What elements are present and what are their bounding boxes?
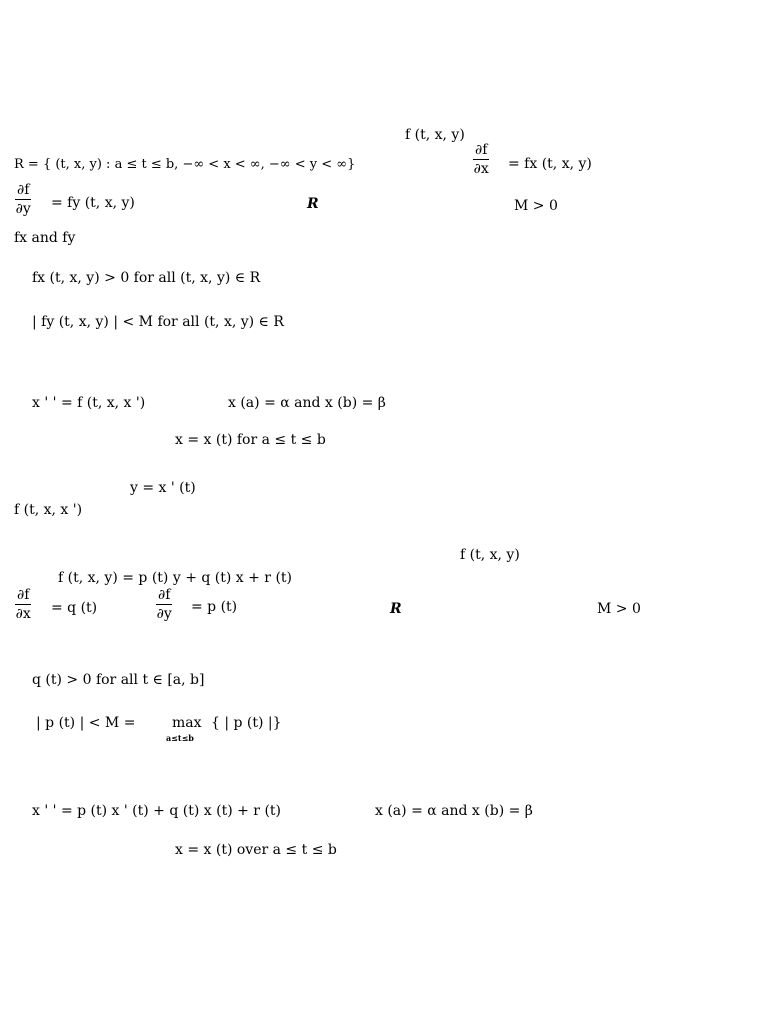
M-positive-2: M > 0 [597,601,641,617]
condition-fx-positive: fx (t, x, y) > 0 for all (t, x, y) ∈ R [32,270,261,286]
bvp-equation: x ' ' = f (t, x, x ') [32,395,146,411]
f-txx-prime: f (t, x, x ') [14,502,83,518]
max-operator: max [172,715,202,731]
linear-solution-statement: x = x (t) over a ≤ t ≤ b [175,842,337,858]
dfdx-equation: = fx (t, x, y) [508,156,592,172]
linear-boundary-conditions: x (a) = α and x (b) = β [375,803,533,819]
max-subscript: a≤t≤b [166,733,194,743]
f-txy-label-2: f (t, x, y) [460,547,520,563]
M-positive: M > 0 [514,198,558,214]
region-definition: R = { (t, x, y) : a ≤ t ≤ b, −∞ < x < ∞, −∞ < y < ∞} [14,157,356,172]
fx-and-fy: fx and fy [14,230,76,246]
linear-bvp-equation: x ' ' = p (t) x ' (t) + q (t) x (t) + r (t) [32,803,281,819]
f-txy-label: f (t, x, y) [405,127,465,143]
boundary-conditions: x (a) = α and x (b) = β [228,395,386,411]
y-definition: y = x ' (t) [130,480,196,496]
dfdy-equation: = fy (t, x, y) [51,195,135,211]
region-R-label: R [307,196,319,212]
dfdy-fraction-2: $\frac{\partial f}{\partial y}$ [156,587,172,622]
dfdx-fraction-2: $\frac{\partial f}{\partial x}$ [15,587,31,622]
solution-statement: x = x (t) for a ≤ t ≤ b [175,432,326,448]
dfdy-equals-p: = p (t) [191,599,238,615]
condition-fy-bounded: | fy (t, x, y) | < M for all (t, x, y) ∈ R [32,314,284,330]
region-R-label-2: R [390,601,402,617]
dfdx-equals-q: = q (t) [51,600,98,616]
max-argument: { | p (t) |} [211,715,282,731]
linear-form: f (t, x, y) = p (t) y + q (t) x + r (t) [58,570,293,586]
dfdy-fraction: $\frac{\partial f}{\partial y}$ [15,182,31,217]
condition-q-positive: q (t) > 0 for all t ∈ [a, b] [32,672,205,688]
dfdx-fraction: $\frac{\partial f}{\partial x}$ [473,142,489,177]
condition-p-bounded: | p (t) | < M = [36,715,136,731]
